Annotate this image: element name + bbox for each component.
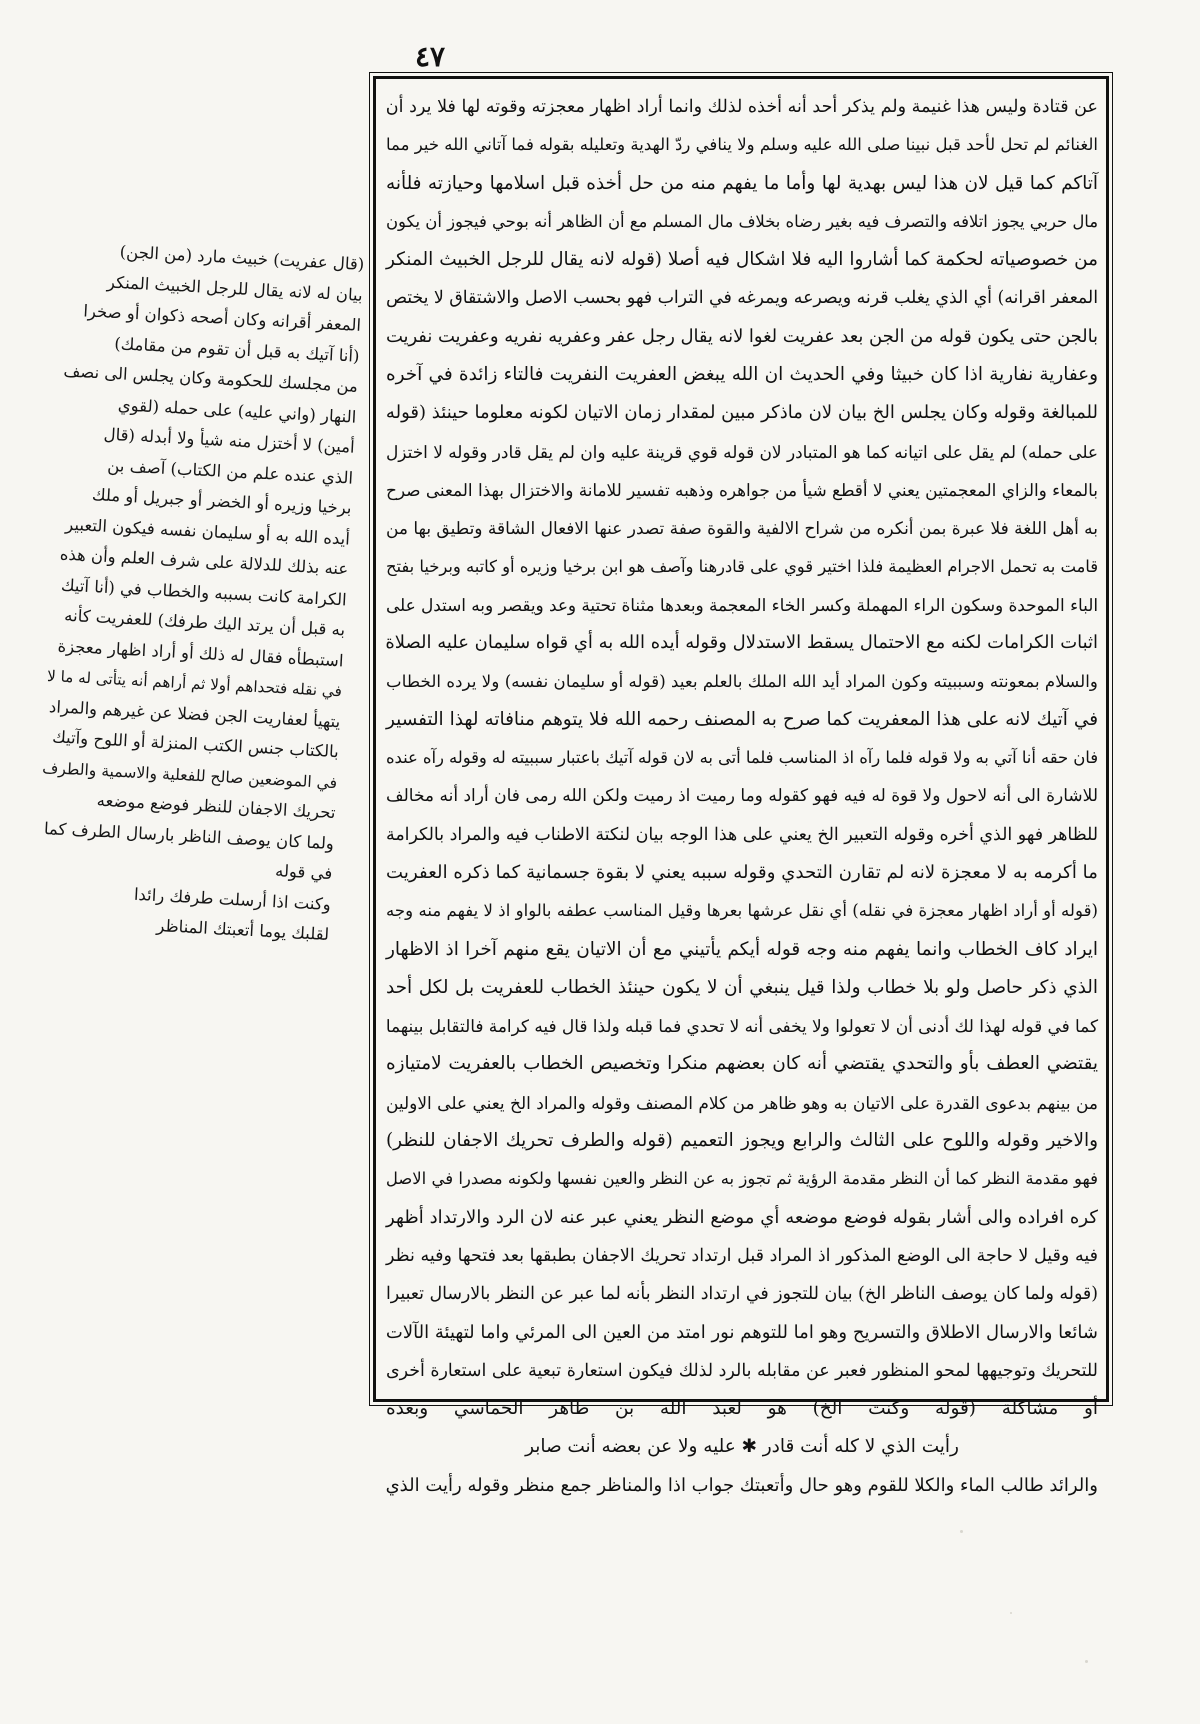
- text-line: الباء الموحدة وسكون الراء المهملة وكسر الخاء المعجمة وبعدها مثناة تحتية وعد ويقصر وبه استدل على: [386, 594, 1098, 615]
- text-line: عن قتادة وليس هذا غنيمة ولم يذكر أحد أنه أخذه لذلك وانما أراد اظهار معجزته وقوته لها فلا يرد أن: [385, 97, 1098, 117]
- margin-line: لقلبك يوما أتعبتك المناظر: [156, 916, 330, 945]
- text-line: فهو مقدمة النظر كما أن النظر مقدمة الرؤية ثم تجوز به عن النظر والعين نفسها ولكونه مصدرا في الاصل: [385, 1169, 1098, 1189]
- text-line: الغنائم لم تحل لأحد قبل نبينا صلى الله عليه وسلم ولا ينافي ردّ الهدية وتعليله بقوله فما آتاني الله خير مما: [386, 135, 1098, 155]
- text-line: ما أكرمه به لا معجزة لانه لم تقارن التحدي وقوله سببه يعني لا بقوة جسمانية كما ذكره العفريت: [386, 861, 1098, 883]
- margin-line: بيان له لانه يقال للرجل الخبيث المنكر: [106, 272, 364, 305]
- text-line: والرائد طالب الماء والكلا للقوم وهو حال وأتعبتك جواب اذا والمناظر جمع منظر وقوله رأيت الذي: [385, 1474, 1098, 1496]
- text-line: المعفر اقرانه) أي الذي يغلب قرنه ويصرعه ويمرغه في التراب فهو بحسب الاصل والاشتقاق لا يختص: [386, 288, 1098, 309]
- text-line: يقتضي العطف بأو والتحدي يقتضي أنه كان بعضهم منكرا وتخصيص الخطاب بالعفريت لامتيازه: [386, 1053, 1098, 1075]
- text-line: آتاكم كما قيل لان هذا ليس بهدية لها وأما ما يفهم منه من حل أخذه قبل اسلامها وحيازته فلأنه: [386, 172, 1098, 194]
- margin-line: (أنا آتيك به قبل أن تقوم من مقامك): [113, 333, 360, 366]
- text-line: للتحريك وتوجيهها لمحو المنظور فعبر عن مقابله بالرد لذلك فيكون استعارة تبعية على استعارة أخرى: [386, 1360, 1098, 1381]
- text-line: مال حربي يجوز اتلافه والتصرف فيه بغير رضاه بخلاف مال المسلم مع أن الظاهر أنه بوحي فيجوز أن يكون: [386, 211, 1098, 231]
- margin-line: في قوله: [274, 861, 333, 884]
- text-line: للمبالغة وقوله وكان يجلس الخ بيان لان ماذكر مبين لمقدار زمان الاتيان لكونه معلوما حينئذ (قوله: [385, 402, 1098, 424]
- margin-line: بالكتاب جنس الكتب المنزلة أو اللوح وآتيك: [51, 727, 340, 762]
- margin-line: تحريك الاجفان للنظر فوضع موضعه: [96, 790, 337, 823]
- paper-speckle: [1010, 1612, 1012, 1614]
- margin-line: المعفر أقرانه وكان أصحه ذكوان أو صخرا: [82, 301, 362, 335]
- margin-line: من مجلسك للحكومة وكان يجلس الى نصف: [63, 361, 359, 396]
- poetry-verse: رأيت الذي لا كله أنت قادر ✱ عليه ولا عن بعضه أنت صابر: [525, 1436, 959, 1458]
- text-line: (قوله ولما كان يوصف الناظر الخ) بيان للتجوز في ارتداد النظر بأنه لما عبر عن النظر بالارسال تعبيرا: [385, 1284, 1098, 1305]
- margin-line: في نقله فتحداهم أولا ثم أراهم أنه يتأتى له ما لا: [46, 666, 343, 701]
- margin-line: ولما كان يوصف الناظر بارسال الطرف كما: [43, 818, 335, 853]
- text-line: من خصوصياته لحكمة كما أشاروا اليه فلا اشكال فيه أصلا (قوله لانه يقال للرجل الخبيث المنكر: [386, 249, 1098, 271]
- margin-line: (قال عفريت) خبيث مارد (من الجن): [119, 242, 365, 274]
- text-line: والاخير وقوله واللوح على الثالث والرابع ويجوز التعميم (قوله والطرف تحريك الاجفان للنظر): [386, 1130, 1098, 1152]
- text-line: الذي ذكر حاصل ولو بلا خطاب ولذا قيل ينبغي أن لا يكون حينئذ الخطاب للعفريت بل لكل أحد: [386, 976, 1098, 998]
- text-line: قامت به تحمل الاجرام العظيمة فلذا اختير قوي على قادرهنا وآصف هو ابن برخيا وزيره أو كاتبه وبرخيا بفتح: [386, 556, 1098, 576]
- text-line: من بينهم بدعوى القدرة على الاتيان به وهو ظاهر من كلام المصنف وقوله والمراد الخ يعني على الاولين: [386, 1092, 1098, 1113]
- margin-line: الكرامة كانت بسببه والخطاب في (أنا آتيك: [60, 575, 348, 610]
- text-line: شائعا والارسال الاطلاق والتسريح وهو اما للتوهم نور امتد من العين الى المرئي واما لتهيئة الآلات: [385, 1321, 1098, 1343]
- text-line: فيه وقيل لا حاجة الى الوضع المذكور اذ المراد قبل ارتداد تحريك الاجفان بطبقها بعد فتحها وفيه نظر: [386, 1245, 1098, 1266]
- paper-speckle: [1085, 1660, 1088, 1663]
- margin-line: به قبل أن يرتد اليك طرفك) للعفريت كأنه: [63, 605, 346, 640]
- page-number: ٤٧: [414, 40, 446, 73]
- text-line: ايراد كاف الخطاب وانما يفهم منه وجه قوله أيكم يأتيني مع أن الاتيان يقع منهم آخرا اذ الاظهار: [386, 938, 1098, 960]
- margin-line: استبطأه فقال له ذلك أو أراد اظهار معجزة: [57, 635, 344, 670]
- text-line: بالجن حتى يكون قوله من الجن بعد عفريت لغوا لانه يقال رجل عفر وعفريه نفريه وعفريت نفريت: [386, 325, 1098, 347]
- margin-line: الذي عنده علم من الكتاب) آصف بن: [106, 455, 354, 488]
- text-line: وعفارية نفارية اذا كان خبيثا وفي الحديث ان الله يبغض العفريت النفريت فالتاء زائدة في آخره: [386, 364, 1098, 386]
- margin-line: أمين) لا أختزل منه شيأ ولا أبدله (قال: [103, 424, 356, 457]
- text-line: كما في قوله لهذا لك أدنى أن لا تعولوا ولا يخفى أنه لا تحدي فما قبله ولذا قال فيه كرامة فالتقابل بينهما: [385, 1016, 1098, 1037]
- text-line: اثبات الكرامات لكنه مع الاحتمال يسقط الاستدلال وقوله أيده الله به أي قواه سليمان عليه الصلاة: [385, 632, 1098, 654]
- text-line: فان حقه أنا آتي به ولا قوله فلما رآه اذ المناسب فلما أتى به لان قوله آتيك باعتبار سببيته له وقوله رآه عنده: [386, 748, 1098, 768]
- text-line: على حمله) لم يقل على اتيانه كما هو المتبادر لان قوله قوي قرينة عليه وان لم يقل قادر وقوله لا اختزل: [386, 441, 1098, 462]
- margin-line: برخيا وزيره أو الخضر أو جبريل أو ملك: [91, 485, 352, 518]
- text-line: والسلام بمعونته وسببيته وكون المراد أيد الله الملك بالعلم بعيد (قوله أو سليمان نفسه) ولا يرده الخطاب: [386, 671, 1098, 692]
- main-commentary-text: [385, 88, 1098, 1496]
- text-line: كره افراده والى أشار بقوله فوضع موضعه أي موضع النظر يعني عبر عنه لان الرد والارتداد أظهر: [386, 1206, 1098, 1228]
- text-line: (قوله أو أراد اظهار معجزة في نقله) أي نقل عرشها بعرها وقيل المناسب عطفه بالواو اذ لا يفهم منه وجه: [385, 901, 1098, 921]
- text-line: به أهل اللغة فلا عبرة بمن أنكره من شراح الالفية والقوة صفة تصدر عنها الافعال الشاقة وتطيق بها من: [385, 518, 1098, 539]
- text-line: للاشارة الى أنه لاحول ولا قوة له فيه فهو كقوله وما رميت اذ رميت ولكن الله رمى فان أراد أنه مخالف: [386, 786, 1098, 807]
- paper-speckle: [960, 1530, 963, 1533]
- margin-line: أيده الله به أو سليمان نفسه فيكون التعبير: [64, 514, 351, 549]
- margin-line: وكنت اذا أرسلت طرفك رائدا: [133, 884, 332, 914]
- text-line: للظاهر فهو الذي أخره وقوله التعبير الخ يعني على هذا الوجه بيان لنكتة الاطناب فيه والمراد بالكرامة: [386, 824, 1098, 845]
- margin-line: عنه بذلك للدلالة على شرف العلم وأن هذه: [59, 544, 349, 579]
- margin-annotation: [27, 235, 365, 1079]
- margin-line: في الموضعين صالح للفعلية والاسمية والطرف: [41, 758, 338, 792]
- text-line: أو مشاكلة (قوله وكنت الخ) هو لعبد الله بن طاهر الحماسي وبعده: [386, 1398, 1098, 1420]
- text-line: بالمعاء والزاي المعجمتين يعني لا أقطع شيأ من جواهره وذهبه تفسير للامانة والاختزال بهذا المعنى صرح: [386, 479, 1098, 500]
- margin-line: النهار (واني عليه) على حمله (لقوي: [117, 394, 357, 427]
- margin-line: يتهيأ لعفاريت الجن فضلا عن غيرهم والمراد: [48, 696, 341, 731]
- text-line: في آتيك لانه على هذا المعفريت كما صرح به المصنف رحمه الله فلا يتوهم منافاته لهذا التفسير: [386, 708, 1098, 730]
